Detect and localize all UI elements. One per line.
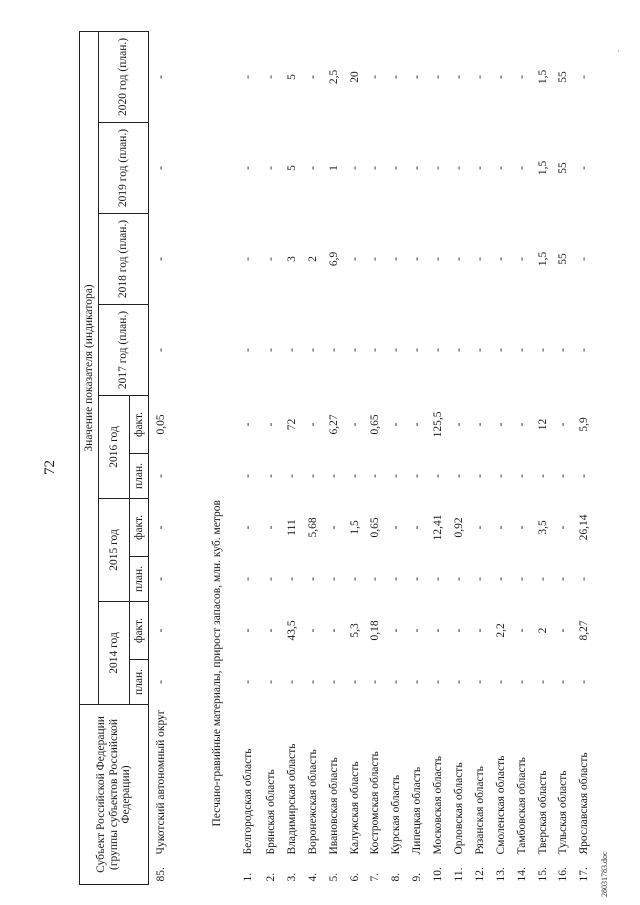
section-title: Песчано-гравийные материалы, прирост запасов, млн. куб. метров	[211, 500, 224, 827]
value-cell: 5,3	[348, 623, 361, 638]
indicator-table	[79, 31, 595, 885]
value-cell: -	[578, 75, 591, 79]
value-cell: 5	[285, 165, 298, 171]
value-cell: -	[285, 577, 298, 581]
table-row	[407, 31, 428, 884]
value-cell: -	[557, 680, 570, 684]
value-cell: -	[155, 166, 167, 170]
table-row	[470, 31, 491, 884]
value-cell: -	[369, 474, 382, 478]
value-cell: -	[494, 474, 507, 478]
row-number: 17.	[578, 867, 591, 882]
value-cell: -	[515, 257, 528, 261]
value-cell: -	[242, 628, 255, 633]
value-cell: -	[155, 525, 167, 530]
value-cell: -	[155, 75, 167, 79]
value-cell: -	[411, 257, 424, 261]
value-cell: 3,5	[536, 520, 549, 535]
value-cell: -	[411, 422, 424, 427]
value-cell: -	[348, 680, 361, 684]
value-cell: -	[411, 680, 424, 684]
region-name: Ярославская область	[578, 752, 591, 855]
value-cell: -	[265, 257, 277, 261]
value-cell: 12	[536, 418, 549, 431]
row-number: 10.	[432, 867, 445, 882]
value-cell: -	[348, 166, 361, 170]
value-cell: 2,2	[494, 623, 507, 638]
value-cell: 1	[327, 165, 340, 171]
value-cell: 0,65	[369, 414, 382, 435]
plan-header: план.	[130, 556, 149, 601]
region-name: Владимирская область	[285, 743, 298, 855]
value-cell: -	[453, 577, 466, 581]
value-cell: -	[390, 525, 403, 530]
value-cell: -	[242, 577, 255, 581]
value-cell: -	[285, 348, 298, 352]
row-number: 11.	[453, 867, 466, 882]
value-cell: -	[453, 257, 466, 261]
value-cell: -	[578, 680, 591, 684]
value-cell: -	[348, 474, 361, 478]
value-cell: 55	[557, 71, 570, 83]
value-cell: -	[578, 348, 591, 352]
value-cell: -	[369, 257, 382, 261]
row-number: 4.	[306, 872, 319, 882]
table-row	[282, 31, 303, 884]
value-cell: -	[515, 474, 528, 478]
value-cell: -	[306, 422, 319, 427]
value-cell: 2	[306, 256, 319, 262]
value-cell: -	[515, 422, 528, 427]
table-row	[261, 31, 282, 884]
value-cell: -	[369, 348, 382, 352]
value-cell: -	[327, 348, 340, 352]
value-cell: -	[494, 577, 507, 581]
value-cell: -	[453, 348, 466, 352]
value-cell: -	[306, 348, 319, 352]
table-row	[345, 31, 366, 884]
region-name: Ивановская область	[327, 757, 340, 855]
value-cell: -	[411, 628, 424, 633]
value-cell: -	[557, 525, 570, 530]
value-cell: 2,5	[327, 69, 340, 85]
value-cell: -	[390, 628, 403, 633]
value-cell: -	[473, 422, 486, 427]
value-cell: -	[411, 577, 424, 581]
value-cell: -	[473, 525, 486, 530]
value-cell: -	[265, 166, 277, 170]
value-cell: 1,5	[536, 251, 549, 267]
value-cell: -	[369, 166, 382, 170]
value-cell: -	[265, 680, 277, 684]
scan-mark: .	[612, 50, 621, 52]
region-name: Смоленская область	[494, 755, 507, 855]
value-cell: 125,5	[432, 411, 445, 438]
value-cell: -	[494, 680, 507, 684]
value-cell: -	[306, 75, 319, 79]
row-number: 14.	[515, 867, 528, 882]
document-id: 2803178З.doc	[600, 851, 609, 897]
table-row	[533, 31, 554, 884]
value-cell: -	[327, 628, 340, 633]
value-cell: -	[515, 166, 528, 170]
value-cell: -	[411, 166, 424, 170]
value-cell: -	[473, 257, 486, 261]
value-cell: -	[306, 680, 319, 684]
value-cell: 5,9	[578, 417, 591, 432]
value-cell: -	[432, 166, 445, 170]
indicator-header: Значение показателя (индикатора)	[80, 31, 99, 704]
value-cell: -	[473, 75, 486, 79]
value-cell: -	[515, 525, 528, 530]
fact-header: факт.	[130, 601, 149, 659]
region-name: Курская область	[390, 774, 403, 855]
value-cell: -	[515, 680, 528, 684]
value-cell: -	[242, 166, 255, 170]
region-name: Воронежская область	[306, 749, 319, 855]
value-cell: -	[327, 577, 340, 581]
value-cell: 5	[285, 74, 298, 80]
value-cell: -	[327, 474, 340, 478]
value-cell: -	[557, 577, 570, 581]
value-cell: -	[411, 525, 424, 530]
row-number: 13.	[494, 867, 507, 882]
row-number: 9.	[411, 872, 424, 882]
value-cell: 8,27	[578, 620, 591, 641]
value-cell: -	[306, 577, 319, 581]
value-cell: -	[453, 75, 466, 79]
value-cell: -	[390, 348, 403, 352]
value-cell: -	[432, 577, 445, 581]
row-number: 7.	[369, 872, 382, 882]
region-name: Белгородская область	[242, 748, 255, 855]
year-2017-header: 2017 год (план.)	[99, 304, 149, 395]
value-cell: -	[432, 628, 445, 633]
value-cell: -	[536, 348, 549, 352]
value-cell: -	[473, 166, 486, 170]
value-cell: -	[242, 680, 255, 684]
value-cell: -	[265, 75, 277, 79]
value-cell: -	[473, 680, 486, 684]
value-cell: -	[578, 257, 591, 261]
value-cell: -	[453, 474, 466, 478]
value-cell: -	[242, 474, 255, 478]
value-cell: -	[473, 474, 486, 478]
value-cell: -	[369, 75, 382, 79]
year-2019-header: 2019 год (план.)	[99, 122, 149, 213]
table-row	[512, 31, 533, 884]
region-name: Московская область	[432, 755, 445, 855]
value-cell: -	[390, 75, 403, 79]
row-number: 15.	[536, 867, 549, 882]
value-cell: -	[369, 577, 382, 581]
value-cell: -	[348, 422, 361, 427]
value-cell: -	[536, 680, 549, 684]
value-cell: -	[473, 348, 486, 352]
page-number: 72	[42, 460, 58, 475]
value-cell: -	[432, 75, 445, 79]
value-cell: -	[306, 628, 319, 633]
value-cell: -	[155, 628, 167, 633]
year-2014-header: 2014 год	[99, 601, 130, 704]
value-cell: -	[390, 257, 403, 261]
year-2020-header: 2020 год (план.)	[99, 31, 149, 122]
row-number: 3.	[285, 872, 298, 882]
value-cell: -	[242, 348, 255, 352]
value-cell: -	[557, 628, 570, 633]
fact-header: факт.	[130, 498, 149, 556]
value-cell: 55	[557, 162, 570, 174]
value-cell: 0,05	[155, 414, 167, 435]
value-cell: -	[348, 348, 361, 352]
value-cell: -	[494, 348, 507, 352]
value-cell: -	[432, 348, 445, 352]
value-cell: -	[494, 422, 507, 427]
plan-header: план.	[130, 453, 149, 498]
value-cell: 1,5	[536, 69, 549, 85]
value-cell: 55	[557, 253, 570, 265]
value-cell: -	[155, 680, 167, 684]
value-cell: -	[494, 75, 507, 79]
value-cell: -	[265, 525, 277, 530]
value-cell: 43,5	[285, 620, 298, 641]
value-cell: -	[494, 166, 507, 170]
value-cell: -	[390, 422, 403, 427]
table-row	[324, 31, 345, 884]
value-cell: -	[242, 75, 255, 79]
region-name: Рязанская область	[473, 766, 486, 855]
value-cell: -	[327, 680, 340, 684]
row-number: 6.	[348, 872, 361, 882]
value-cell: -	[557, 348, 570, 352]
table-row	[386, 31, 407, 884]
value-cell: -	[432, 257, 445, 261]
value-cell: -	[578, 474, 591, 478]
value-cell: -	[390, 474, 403, 478]
row-number: 2.	[265, 872, 277, 882]
region-name: Костромская область	[369, 751, 382, 855]
row-number: 12.	[473, 867, 486, 882]
value-cell: 12,41	[432, 514, 445, 541]
value-cell: 20	[348, 71, 361, 83]
table-row	[428, 31, 449, 884]
value-cell: 0,92	[453, 517, 466, 538]
value-cell: -	[265, 577, 277, 581]
value-cell: -	[155, 577, 167, 581]
value-cell: -	[285, 680, 298, 684]
value-cell: 1,5	[348, 520, 361, 535]
value-cell: 72	[285, 418, 298, 431]
value-cell: -	[411, 474, 424, 478]
value-cell: -	[265, 628, 277, 633]
value-cell: -	[242, 422, 255, 427]
value-cell: -	[494, 257, 507, 261]
table-row	[236, 31, 261, 884]
value-cell: -	[390, 577, 403, 581]
region-name: Калужская область	[348, 761, 361, 855]
region-name: Тульская область	[557, 770, 570, 855]
value-cell: 1,5	[536, 160, 549, 176]
fact-header: факт.	[130, 395, 149, 453]
value-cell: 26,14	[578, 514, 591, 541]
year-2015-header: 2015 год	[99, 498, 130, 601]
table-row	[449, 31, 470, 884]
row-number: 16.	[557, 867, 570, 882]
region-name: Тамбовская область	[515, 757, 528, 855]
value-cell: -	[557, 422, 570, 427]
value-cell: -	[306, 166, 319, 170]
row-number: 85.	[155, 867, 167, 882]
value-cell: -	[432, 474, 445, 478]
value-cell: -	[348, 577, 361, 581]
value-cell: -	[155, 257, 167, 261]
value-cell: -	[453, 422, 466, 427]
value-cell: -	[306, 474, 319, 478]
value-cell: -	[578, 166, 591, 170]
table-row	[365, 31, 386, 884]
plan-header: план.	[130, 659, 149, 704]
value-cell: -	[515, 75, 528, 79]
table-row	[553, 31, 574, 884]
table-row	[574, 31, 595, 884]
region-name: Липецкая область	[411, 766, 424, 855]
value-cell: -	[515, 577, 528, 581]
value-cell: 0,65	[369, 517, 382, 538]
value-cell: -	[242, 525, 255, 530]
row-number: 1.	[242, 872, 255, 882]
value-cell: 5,68	[306, 517, 319, 538]
region-name: Брянская область	[265, 769, 277, 855]
value-cell: -	[390, 680, 403, 684]
row-number: 5.	[327, 872, 340, 882]
value-cell: 6,27	[327, 414, 340, 435]
value-cell: -	[242, 257, 255, 261]
value-cell: 0,18	[369, 620, 382, 641]
year-2016-header: 2016 год	[99, 395, 130, 498]
region-name: Тверская область	[536, 770, 549, 855]
value-cell: -	[473, 577, 486, 581]
value-cell: -	[536, 577, 549, 581]
value-cell: -	[432, 680, 445, 684]
value-cell: -	[155, 348, 167, 352]
value-cell: -	[578, 577, 591, 581]
value-cell: -	[453, 628, 466, 633]
value-cell: -	[515, 348, 528, 352]
value-cell: 111	[285, 519, 298, 536]
year-2018-header: 2018 год (план.)	[99, 213, 149, 304]
value-cell: 3	[285, 256, 298, 262]
value-cell: -	[390, 166, 403, 170]
value-cell: -	[536, 474, 549, 478]
value-cell: -	[557, 474, 570, 478]
value-cell: -	[473, 628, 486, 633]
table-row	[303, 31, 324, 884]
value-cell: -	[369, 680, 382, 684]
value-cell: -	[453, 680, 466, 684]
value-cell: -	[265, 422, 277, 427]
table-row	[491, 31, 512, 884]
value-cell: -	[348, 257, 361, 261]
value-cell: 6,9	[327, 251, 340, 267]
section-row	[199, 31, 236, 884]
region-name: Чукотский автономный округ	[155, 709, 167, 855]
value-cell: -	[411, 348, 424, 352]
value-cell: -	[494, 525, 507, 530]
value-cell: -	[285, 474, 298, 478]
subject-header: Субъект Российской Федерации (группы субъектов Российской Федерации)	[80, 704, 149, 884]
value-cell: -	[515, 628, 528, 633]
value-cell: -	[411, 75, 424, 79]
region-name: Орловская область	[453, 762, 466, 855]
value-cell: -	[453, 166, 466, 170]
row-number: 8.	[390, 872, 403, 882]
value-cell: -	[265, 474, 277, 478]
value-cell: 2	[536, 627, 549, 634]
value-cell: -	[155, 474, 167, 478]
table-row-85	[149, 31, 200, 884]
value-cell: -	[327, 525, 340, 530]
value-cell: -	[265, 348, 277, 352]
